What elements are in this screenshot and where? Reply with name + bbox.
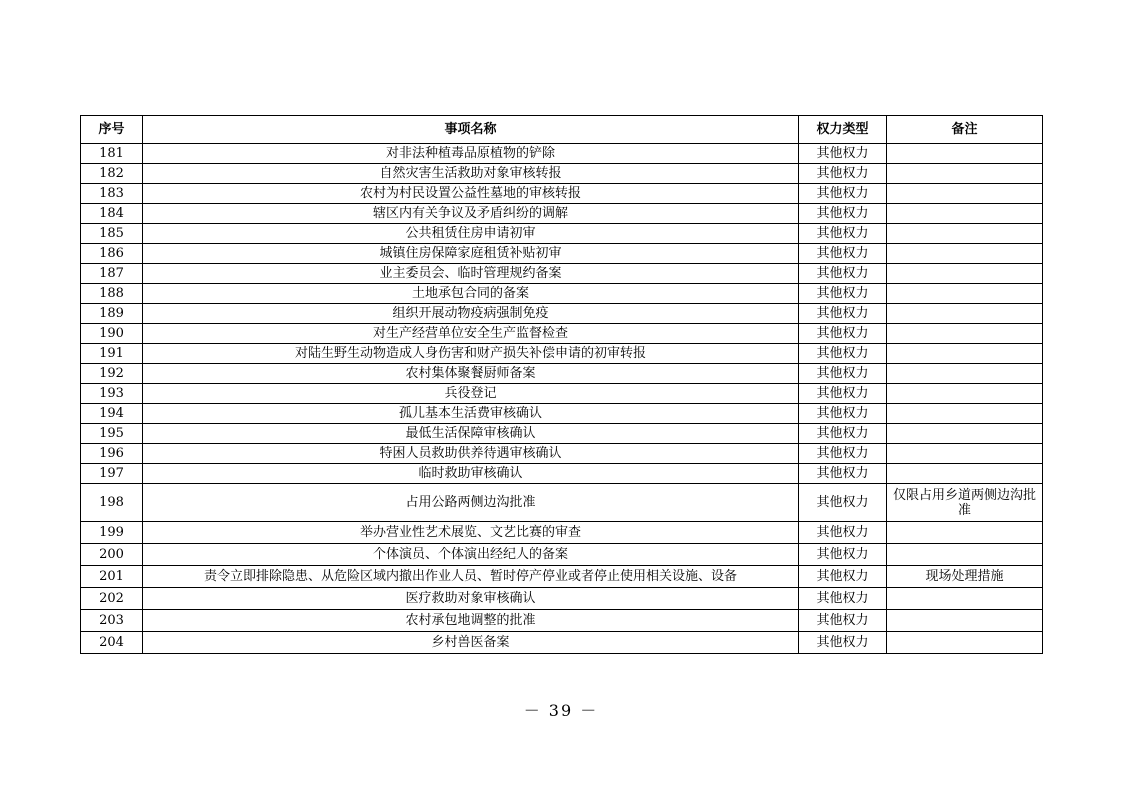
table-row bbox=[81, 144, 1043, 164]
cell-note bbox=[887, 522, 1043, 544]
cell-seq: 182 bbox=[81, 164, 143, 184]
cell-seq: 197 bbox=[81, 464, 143, 484]
cell-type: 其他权力 bbox=[799, 264, 887, 284]
cell-seq: 187 bbox=[81, 264, 143, 284]
cell-name: 举办营业性艺术展览、文艺比赛的审查 bbox=[143, 522, 799, 544]
cell-type: 其他权力 bbox=[799, 588, 887, 610]
cell-name: 对陆生野生动物造成人身伤害和财产损失补偿申请的初审转报 bbox=[143, 344, 799, 364]
cell-type: 其他权力 bbox=[799, 384, 887, 404]
table-row bbox=[81, 444, 1043, 464]
table-header-row bbox=[81, 116, 1043, 144]
table-row bbox=[81, 264, 1043, 284]
cell-note bbox=[887, 184, 1043, 204]
cell-note bbox=[887, 164, 1043, 184]
cell-type: 其他权力 bbox=[799, 424, 887, 444]
cell-note bbox=[887, 204, 1043, 224]
cell-note: 现场处理措施 bbox=[887, 566, 1043, 588]
cell-seq: 190 bbox=[81, 324, 143, 344]
cell-note bbox=[887, 384, 1043, 404]
cell-seq: 199 bbox=[81, 522, 143, 544]
cell-type: 其他权力 bbox=[799, 522, 887, 544]
cell-type: 其他权力 bbox=[799, 344, 887, 364]
cell-note bbox=[887, 284, 1043, 304]
table-row bbox=[81, 610, 1043, 632]
table-row bbox=[81, 244, 1043, 264]
cell-type: 其他权力 bbox=[799, 444, 887, 464]
table-row bbox=[81, 364, 1043, 384]
cell-seq: 193 bbox=[81, 384, 143, 404]
cell-type: 其他权力 bbox=[799, 244, 887, 264]
table-row bbox=[81, 566, 1043, 588]
cell-seq: 198 bbox=[81, 484, 143, 522]
cell-name: 农村为村民设置公益性墓地的审核转报 bbox=[143, 184, 799, 204]
cell-seq: 202 bbox=[81, 588, 143, 610]
cell-name: 医疗救助对象审核确认 bbox=[143, 588, 799, 610]
cell-type: 其他权力 bbox=[799, 304, 887, 324]
cell-type: 其他权力 bbox=[799, 544, 887, 566]
cell-name: 特困人员救助供养待遇审核确认 bbox=[143, 444, 799, 464]
cell-name: 乡村兽医备案 bbox=[143, 632, 799, 654]
cell-note bbox=[887, 444, 1043, 464]
cell-seq: 188 bbox=[81, 284, 143, 304]
cell-name: 辖区内有关争议及矛盾纠纷的调解 bbox=[143, 204, 799, 224]
cell-name: 农村承包地调整的批准 bbox=[143, 610, 799, 632]
cell-type: 其他权力 bbox=[799, 610, 887, 632]
cell-name: 城镇住房保障家庭租赁补贴初审 bbox=[143, 244, 799, 264]
cell-name: 临时救助审核确认 bbox=[143, 464, 799, 484]
cell-name: 占用公路两侧边沟批准 bbox=[143, 484, 799, 522]
cell-note bbox=[887, 632, 1043, 654]
cell-note bbox=[887, 424, 1043, 444]
cell-note bbox=[887, 244, 1043, 264]
cell-type: 其他权力 bbox=[799, 364, 887, 384]
cell-note bbox=[887, 324, 1043, 344]
cell-seq: 195 bbox=[81, 424, 143, 444]
cell-name: 业主委员会、临时管理规约备案 bbox=[143, 264, 799, 284]
cell-name: 个体演员、个体演出经纪人的备案 bbox=[143, 544, 799, 566]
cell-type: 其他权力 bbox=[799, 224, 887, 244]
cell-seq: 189 bbox=[81, 304, 143, 324]
header-note: 备注 bbox=[887, 116, 1043, 144]
cell-type: 其他权力 bbox=[799, 324, 887, 344]
cell-seq: 191 bbox=[81, 344, 143, 364]
cell-type: 其他权力 bbox=[799, 204, 887, 224]
cell-name: 自然灾害生活救助对象审核转报 bbox=[143, 164, 799, 184]
cell-seq: 192 bbox=[81, 364, 143, 384]
table-row bbox=[81, 204, 1043, 224]
cell-name: 孤儿基本生活费审核确认 bbox=[143, 404, 799, 424]
table-row bbox=[81, 304, 1043, 324]
cell-note bbox=[887, 588, 1043, 610]
cell-note bbox=[887, 544, 1043, 566]
header-name: 事项名称 bbox=[143, 116, 799, 144]
table-body bbox=[81, 144, 1043, 654]
header-type: 权力类型 bbox=[799, 116, 887, 144]
cell-name: 土地承包合同的备案 bbox=[143, 284, 799, 304]
table-row bbox=[81, 324, 1043, 344]
cell-note bbox=[887, 304, 1043, 324]
cell-name: 责令立即排除隐患、从危险区域内撤出作业人员、暂时停产停业或者停止使用相关设施、设备 bbox=[143, 566, 799, 588]
cell-name: 对非法种植毒品原植物的铲除 bbox=[143, 144, 799, 164]
items-table bbox=[80, 115, 1043, 654]
cell-seq: 200 bbox=[81, 544, 143, 566]
cell-seq: 204 bbox=[81, 632, 143, 654]
cell-note bbox=[887, 364, 1043, 384]
header-seq: 序号 bbox=[81, 116, 143, 144]
cell-type: 其他权力 bbox=[799, 284, 887, 304]
table-row bbox=[81, 284, 1043, 304]
cell-note bbox=[887, 610, 1043, 632]
cell-seq: 203 bbox=[81, 610, 143, 632]
table-row bbox=[81, 184, 1043, 204]
cell-note bbox=[887, 344, 1043, 364]
table-row bbox=[81, 588, 1043, 610]
cell-note bbox=[887, 404, 1043, 424]
cell-note bbox=[887, 464, 1043, 484]
cell-type: 其他权力 bbox=[799, 632, 887, 654]
cell-note bbox=[887, 144, 1043, 164]
cell-type: 其他权力 bbox=[799, 184, 887, 204]
cell-name: 兵役登记 bbox=[143, 384, 799, 404]
cell-name: 最低生活保障审核确认 bbox=[143, 424, 799, 444]
cell-note bbox=[887, 264, 1043, 284]
cell-type: 其他权力 bbox=[799, 164, 887, 184]
table-row bbox=[81, 224, 1043, 244]
cell-seq: 185 bbox=[81, 224, 143, 244]
table-row bbox=[81, 344, 1043, 364]
cell-seq: 186 bbox=[81, 244, 143, 264]
cell-seq: 196 bbox=[81, 444, 143, 464]
cell-type: 其他权力 bbox=[799, 566, 887, 588]
cell-type: 其他权力 bbox=[799, 404, 887, 424]
page-number: － 39 － bbox=[523, 701, 599, 720]
cell-name: 农村集体聚餐厨师备案 bbox=[143, 364, 799, 384]
cell-note bbox=[887, 224, 1043, 244]
cell-seq: 194 bbox=[81, 404, 143, 424]
cell-seq: 183 bbox=[81, 184, 143, 204]
cell-type: 其他权力 bbox=[799, 464, 887, 484]
cell-name: 组织开展动物疫病强制免疫 bbox=[143, 304, 799, 324]
cell-type: 其他权力 bbox=[799, 144, 887, 164]
cell-type: 其他权力 bbox=[799, 484, 887, 522]
cell-seq: 181 bbox=[81, 144, 143, 164]
cell-name: 对生产经营单位安全生产监督检查 bbox=[143, 324, 799, 344]
table-row bbox=[81, 384, 1043, 404]
table-row bbox=[81, 404, 1043, 424]
table-row bbox=[81, 424, 1043, 444]
cell-note: 仅限占用乡道两侧边沟批准 bbox=[887, 484, 1043, 522]
table-row bbox=[81, 164, 1043, 184]
cell-name: 公共租赁住房申请初审 bbox=[143, 224, 799, 244]
table-row bbox=[81, 632, 1043, 654]
cell-seq: 201 bbox=[81, 566, 143, 588]
table-row bbox=[81, 544, 1043, 566]
table-row bbox=[81, 464, 1043, 484]
table-row bbox=[81, 484, 1043, 522]
table-row bbox=[81, 522, 1043, 544]
cell-seq: 184 bbox=[81, 204, 143, 224]
